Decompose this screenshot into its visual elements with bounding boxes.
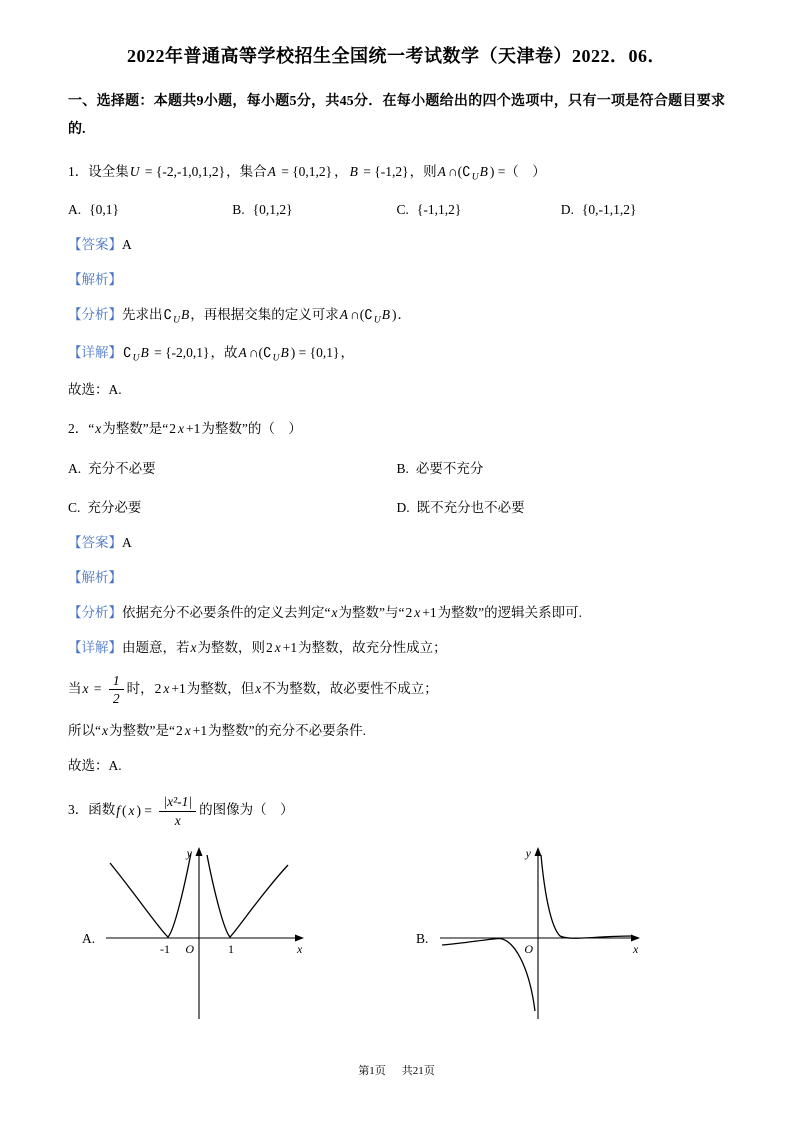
graph-a-curve-right (207, 855, 288, 937)
question-1-options (68, 202, 725, 218)
footer-total-pages: 共21页 (401, 1065, 435, 1077)
question-2-option-d (397, 496, 726, 516)
graph-a-y-label: y (186, 845, 192, 860)
question-2-fenxi-text: 依据充分不必要条件的定义去判定“x为整数”与“2 x +1为整数”的逻辑关系即可. (122, 604, 582, 620)
option-value: 充分必要 (87, 499, 142, 515)
option-value: {0,-1,1,2} (581, 202, 637, 218)
question-3 (68, 794, 725, 1027)
graph-b-x-label: x (633, 941, 639, 956)
question-1-fenxi-line (68, 305, 725, 328)
question-1-option-c (397, 202, 561, 218)
question-2-options (68, 457, 725, 516)
fenxi-label: 【分析】 (68, 307, 122, 323)
graph-a-x-arrow-icon (295, 934, 304, 941)
option-key: A. (68, 460, 82, 476)
graph-b-plot (438, 843, 643, 1023)
question-2 (68, 419, 725, 776)
question-1-answer-value: A (122, 237, 132, 253)
option-key: D. (560, 202, 574, 218)
question-3-stem: 3．函数f ( x ) = $\frac{\text{|x²-1|}}{x}$ 的图像为（ ） (68, 794, 294, 828)
option-value: 充分不必要 (88, 460, 156, 476)
option-value: 必要不充分 (415, 460, 484, 476)
question-1-xiangjie-line (68, 343, 725, 366)
graph-b-y-label: y (525, 845, 531, 860)
question-2-fenxi-line (68, 603, 725, 624)
xiangjie-label: 【详解】 (68, 344, 122, 360)
question-1-option-a (68, 202, 232, 218)
question-3-graphs (82, 843, 725, 1028)
option-key: A. (68, 202, 82, 218)
question-2-option-b (397, 457, 726, 477)
graph-b-origin-label: O (524, 941, 533, 956)
graph-b-curve-left (442, 938, 535, 1011)
graph-b-y-arrow-icon (535, 847, 542, 856)
question-2-xiangjie-line-2: 当x = $\frac{1}{2}$ 时，2 x +1为整数，但x不为整数，故必要性不成立； (68, 672, 438, 707)
question-3-graph-a (82, 843, 304, 1028)
graph-b-x-arrow-icon (631, 934, 640, 941)
question-3-graph-b (416, 843, 643, 1028)
question-1-jiexi-line (68, 270, 725, 291)
option-key: D. (396, 499, 410, 515)
question-1-conclusion: 故选：A. (68, 382, 122, 398)
question-2-answer-line (68, 533, 725, 554)
graph-a-y-arrow-icon (196, 847, 203, 856)
question-1-option-b (232, 202, 396, 218)
question-1-stem: 1．设全集U = {-2,-1,0,1,2}，集合A = {0,1,2} ， B = {-1,2}，则A $\cap(∁_UB$ ) =（ ） (68, 164, 546, 183)
question-2-jiexi-line (68, 568, 725, 589)
graph-a-tick-1: 1 (228, 941, 234, 956)
jiexi-label: 【解析】 (68, 569, 122, 585)
answer-label: 【答案】 (68, 237, 122, 253)
graph-a-origin-label: O (185, 941, 194, 956)
question-2-xiangjie-line-1 (68, 638, 725, 659)
jiexi-label: 【解析】 (68, 272, 122, 288)
graph-b-curve-right (541, 855, 632, 938)
question-1-option-d (561, 202, 725, 218)
option-key: B. (232, 202, 245, 218)
section-1-heading: 一、选择题：本题共9小题，每小题5分，共45分．在每小题给出的四个选项中，只有一项是符合题目要求的. (68, 94, 725, 137)
graph-a-tick-neg1: -1 (160, 941, 170, 956)
paper-title: 2022年普通高等学校招生全国统一考试数学（天津卷）2022．06． (127, 46, 666, 66)
option-key: C. (396, 202, 409, 218)
footer-page-number: 第1页 (358, 1065, 386, 1077)
page-footer (0, 1062, 793, 1078)
option-value: {-1,1,2} (416, 202, 462, 218)
question-1 (68, 162, 725, 401)
question-2-xiangjie-line-3: 所以“x为整数”是“2 x +1为整数”的充分不必要条件. (68, 722, 366, 738)
question-2-option-c (68, 496, 397, 516)
question-1-xiangjie-text: $∁_UB = \{-2,0,1\}$，故A $\cap(∁_UB$ ) = {0,1}， (123, 344, 354, 364)
question-2-answer-value: A (122, 534, 132, 550)
question-2-stem: 2．“x为整数”是“2 x +1为整数”的（ ） (68, 420, 302, 436)
graph-a-plot (104, 843, 304, 1023)
question-2-option-a (68, 457, 397, 477)
graph-a-curve-left (110, 853, 191, 937)
question-1-fenxi-text: 先求出$∁_UB$，再根据交集的定义可求A $\cap(∁_UB$ )． (122, 307, 411, 326)
fenxi-label: 【分析】 (68, 604, 122, 620)
option-key: C. (68, 499, 81, 515)
graph-b-option-label: B. (416, 930, 429, 946)
question-1-answer-line (68, 235, 725, 256)
question-2-xiangjie-text-1: 由题意，若x为整数，则2 x +1为整数，故充分性成立； (122, 639, 447, 655)
option-value: {0,1} (89, 202, 119, 218)
question-2-conclusion: 故选：A. (68, 757, 122, 773)
answer-label: 【答案】 (68, 534, 122, 550)
option-key: B. (396, 460, 409, 476)
graph-a-option-label: A. (82, 930, 96, 946)
graph-a-x-label: x (297, 941, 303, 956)
option-value: 既不充分也不必要 (416, 499, 525, 515)
option-value: {0,1,2} (252, 202, 293, 218)
xiangjie-label: 【详解】 (68, 639, 122, 655)
